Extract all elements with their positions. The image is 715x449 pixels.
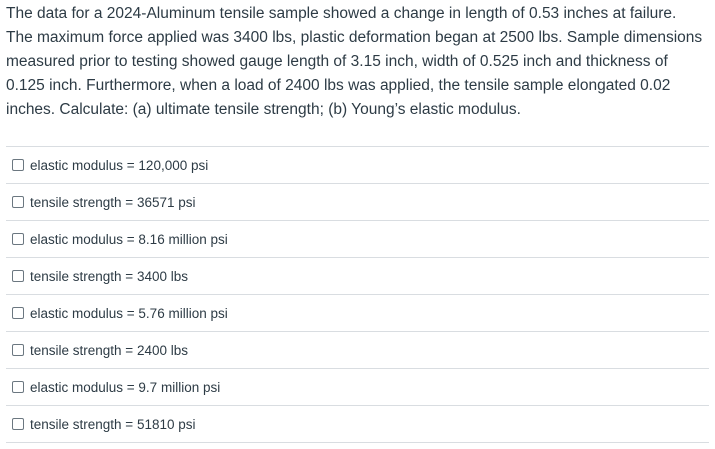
checkbox[interactable] (12, 270, 24, 282)
checkbox[interactable] (12, 381, 24, 393)
answer-label: tensile strength = 2400 lbs (30, 342, 188, 358)
checkbox[interactable] (12, 159, 24, 171)
checkbox[interactable] (12, 344, 24, 356)
question-text-block (6, 2, 706, 122)
answer-option[interactable] (6, 295, 709, 332)
checkbox[interactable] (12, 418, 24, 430)
checkbox[interactable] (12, 196, 24, 208)
answer-option[interactable] (6, 369, 709, 406)
answer-label: elastic modulus = 5.76 million psi (30, 305, 228, 321)
answer-list (6, 146, 709, 443)
checkbox[interactable] (12, 307, 24, 319)
checkbox[interactable] (12, 233, 24, 245)
question-text: The data for a 2024-Aluminum tensile sample showed a change in length of 0.53 inches at failure. The maximum force applied was 3400 lbs, plastic deformation began at 2500 lbs. Sample dimensions measured prior to testing showed gauge length of 3.15 inch, width of 0.525 inch and thickness of 0.125 inch. Furthermore, when a load of 2400 lbs was applied, the tensile sample elongated 0.02 inches. Calculate: (a) ultimate tensile strength; (b) Young’s elastic modulus. (6, 5, 703, 118)
answer-label: elastic modulus = 9.7 million psi (30, 379, 221, 395)
answer-option[interactable] (6, 221, 709, 258)
answer-option[interactable] (6, 147, 709, 184)
answer-option[interactable] (6, 406, 709, 443)
answer-option[interactable] (6, 184, 709, 221)
answer-label: tensile strength = 36571 psi (30, 194, 196, 210)
answer-label: elastic modulus = 8.16 million psi (30, 231, 228, 247)
answer-label: tensile strength = 51810 psi (30, 416, 196, 432)
answer-option[interactable] (6, 258, 709, 295)
answer-label: tensile strength = 3400 lbs (30, 268, 188, 284)
answer-label: elastic modulus = 120,000 psi (30, 157, 209, 173)
answer-option[interactable] (6, 332, 709, 369)
